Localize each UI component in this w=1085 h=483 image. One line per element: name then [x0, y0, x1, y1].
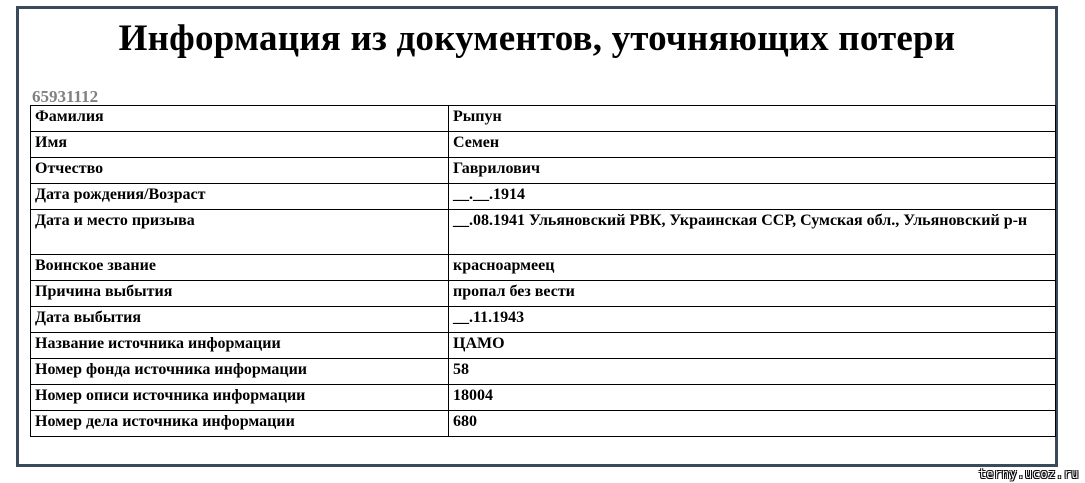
row-value-case-number: 680 [449, 411, 1056, 437]
row-label-inventory-number: Номер описи источника информации [31, 385, 449, 411]
row-value-inventory-number: 18004 [449, 385, 1056, 411]
table-row [31, 158, 1056, 184]
table-row [31, 307, 1056, 333]
row-label-patronymic: Отчество [31, 158, 449, 184]
table-row [31, 255, 1056, 281]
table-row [31, 411, 1056, 437]
table-row [31, 106, 1056, 132]
row-label-fund-number: Номер фонда источника информации [31, 359, 449, 385]
row-value-surname: Рыпун [449, 106, 1056, 132]
table-row [31, 132, 1056, 158]
row-label-rank: Воинское звание [31, 255, 449, 281]
table-row [31, 184, 1056, 210]
table-row [31, 359, 1056, 385]
row-label-reason: Причина выбытия [31, 281, 449, 307]
row-value-loss-date: __.11.1943 [449, 307, 1056, 333]
row-value-fund-number: 58 [449, 359, 1056, 385]
row-label-name: Имя [31, 132, 449, 158]
row-label-case-number: Номер дела источника информации [31, 411, 449, 437]
info-table [30, 105, 1056, 437]
row-value-source-name: ЦАМО [449, 333, 1056, 359]
page-title: Информация из документов, уточняющих потери [118, 18, 956, 59]
row-value-conscription: __.08.1941 Ульяновский РВК, Украинская ССР, Сумская обл., Ульяновский р-н [449, 210, 1056, 255]
table-row [31, 210, 1056, 255]
row-label-source-name: Название источника информации [31, 333, 449, 359]
row-value-rank: красноармеец [449, 255, 1056, 281]
row-label-conscription: Дата и место призыва [31, 210, 449, 255]
table-row [31, 385, 1056, 411]
table-row [31, 333, 1056, 359]
row-value-name: Семен [449, 132, 1056, 158]
document-frame [16, 6, 1058, 467]
row-value-patronymic: Гаврилович [449, 158, 1056, 184]
record-id: 65931112 [32, 87, 99, 106]
row-label-surname: Фамилия [31, 106, 449, 132]
row-value-birth-date: __.__.1914 [449, 184, 1056, 210]
table-row [31, 281, 1056, 307]
row-label-birth-date: Дата рождения/Возраст [31, 184, 449, 210]
row-label-loss-date: Дата выбытия [31, 307, 449, 333]
watermark: terny.ucoz.ru [978, 467, 1079, 481]
row-value-reason: пропал без вести [449, 281, 1056, 307]
